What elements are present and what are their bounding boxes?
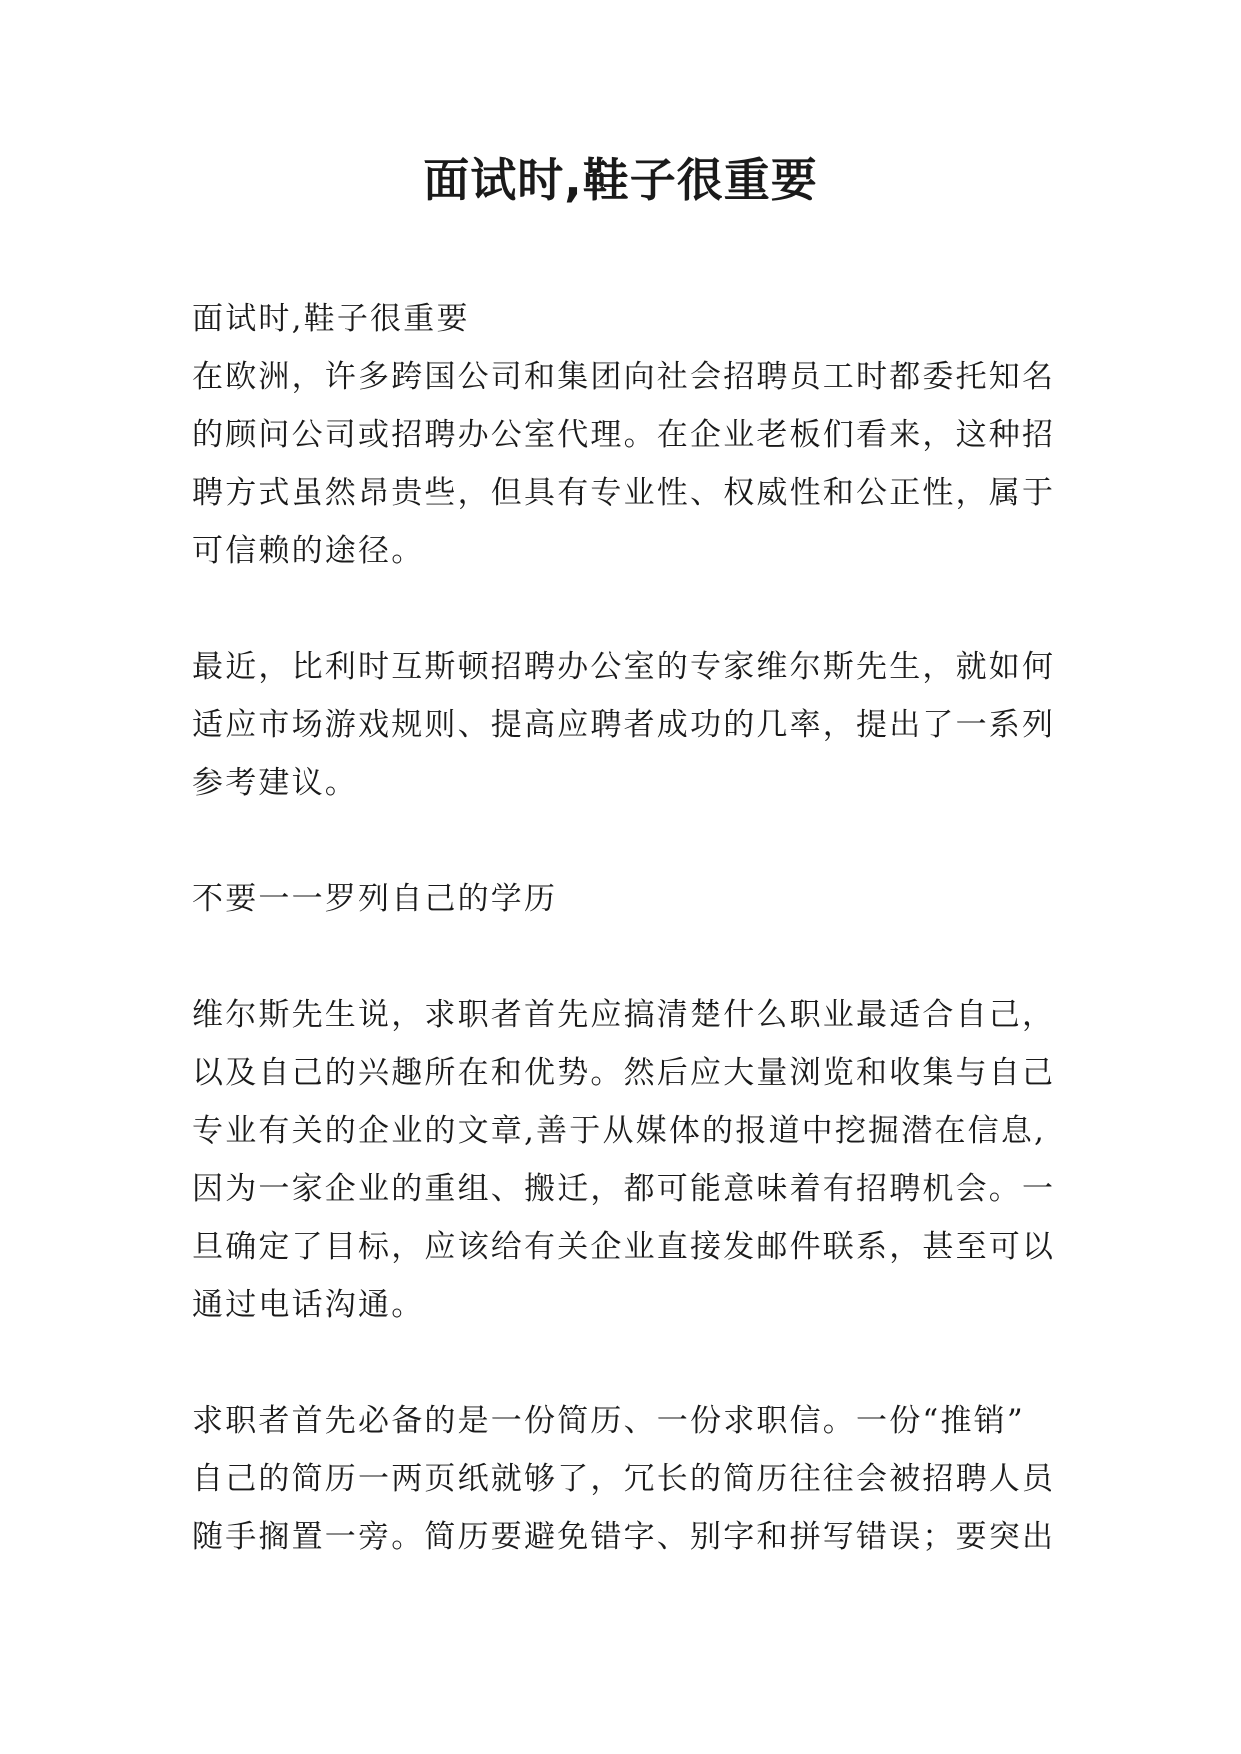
body-line: 面试时,鞋子很重要 xyxy=(192,301,470,337)
body-line: 维尔斯先生说，求职者首先应搞清楚什么职业最适合自己， xyxy=(192,997,1056,1033)
document-title: 面试时,鞋子很重要 xyxy=(423,153,818,207)
paragraph-gap xyxy=(192,580,1062,638)
body-line: 聘方式虽然昂贵些，但具有专业性、权威性和公正性，属于 xyxy=(192,475,1056,511)
paragraph-gap xyxy=(192,928,1062,986)
body-line: 通过电话沟通。 xyxy=(192,1287,425,1323)
body-line: 随手搁置一旁。简历要避免错字、别字和拼写错误；要突出 xyxy=(192,1519,1056,1555)
body-line: 可信赖的途径。 xyxy=(192,533,425,569)
body-line: 旦确定了目标，应该给有关企业直接发邮件联系，甚至可以 xyxy=(192,1229,1056,1265)
body-line: 适应市场游戏规则、提高应聘者成功的几率，提出了一系列 xyxy=(192,707,1056,743)
document-body xyxy=(192,290,1062,1566)
body-line: 以及自己的兴趣所在和优势。然后应大量浏览和收集与自己 xyxy=(192,1055,1056,1091)
body-line: 在欧洲，许多跨国公司和集团向社会招聘员工时都委托知名 xyxy=(192,359,1056,395)
body-line: 专业有关的企业的文章,善于从媒体的报道中挖掘潜在信息, xyxy=(192,1113,1047,1149)
body-line: 自己的简历一两页纸就够了，冗长的简历往往会被招聘人员 xyxy=(192,1461,1056,1497)
body-line: 的顾问公司或招聘办公室代理。在企业老板们看来，这种招 xyxy=(192,417,1056,453)
paragraph-gap xyxy=(192,812,1062,870)
paragraph-gap xyxy=(192,1334,1062,1392)
section-heading: 不要一一罗列自己的学历 xyxy=(192,881,558,917)
body-line: 最近，比利时互斯顿招聘办公室的专家维尔斯先生，就如何 xyxy=(192,649,1056,685)
body-line: 参考建议。 xyxy=(192,765,358,801)
body-line: 因为一家企业的重组、搬迁，都可能意味着有招聘机会。一 xyxy=(192,1171,1056,1207)
body-line: 求职者首先必备的是一份简历、一份求职信。一份“推销” xyxy=(192,1403,1025,1439)
